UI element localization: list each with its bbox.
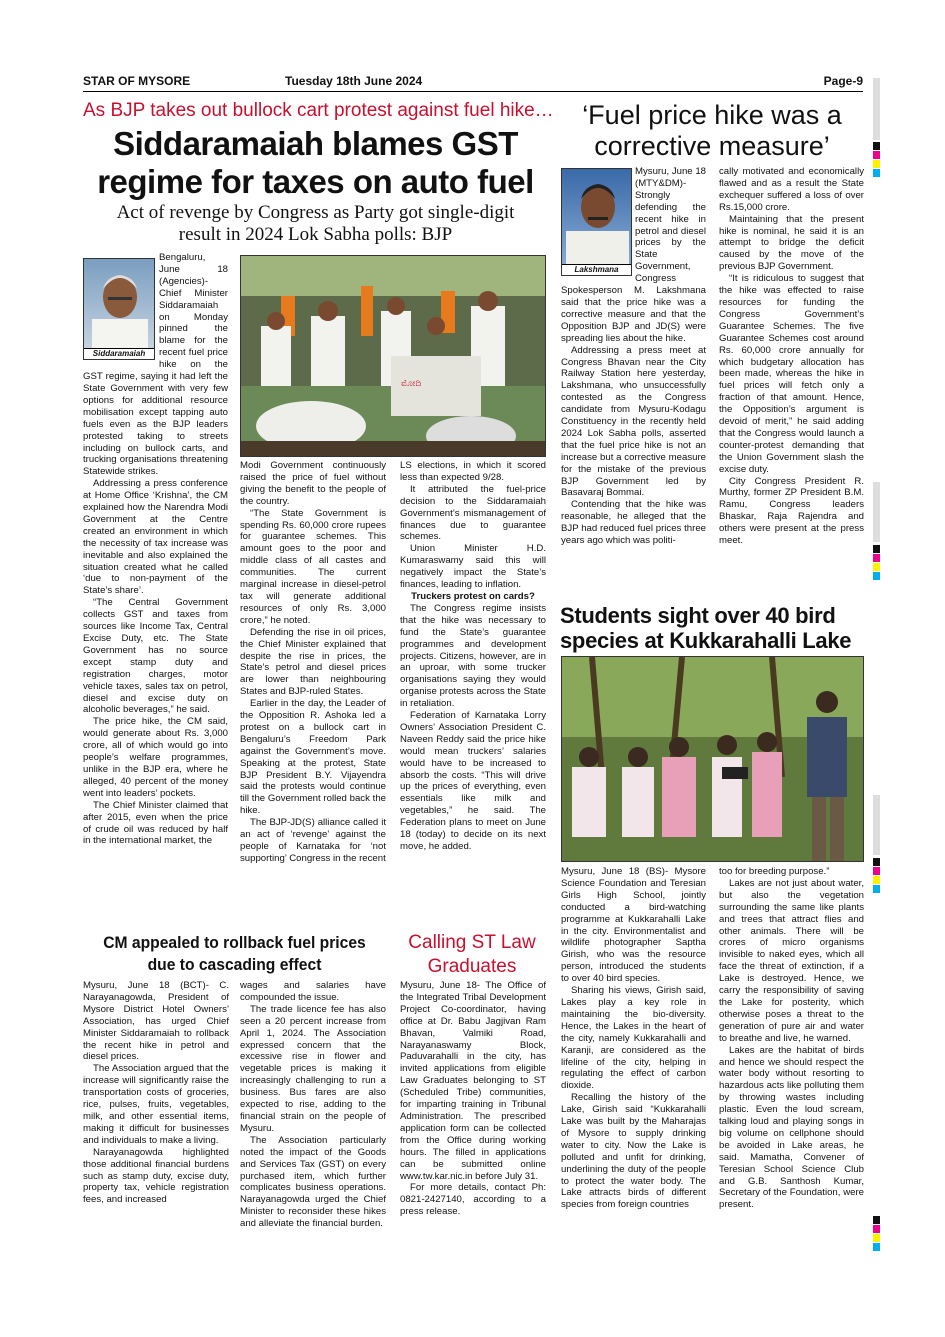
birds-headline-line1: Students sight over 40 bird	[560, 603, 836, 628]
lead-paragraph: Modi Government continuously raised the price of fuel without giving the benefit to the people of the country.	[240, 460, 386, 507]
fuel-paragraph: Mysuru, June 18 (MTY&DM)- Strongly defending the recent hike in petrol and diesel prices by the State Government, Congress Spokesperson M. Lakshmana said that the price hike was a corrective measure and that the Opposition BJP and JD(S) were spreading lies about the hike.	[561, 166, 706, 344]
lead-paragraph: The Chief Minister claimed that after 2015, even when the price of crude oil was reduced by half in the international market, the	[83, 799, 228, 847]
fuel-column-1	[561, 166, 706, 598]
siddaramaiah-caption: Siddaramaiah	[84, 348, 154, 359]
fuel-paragraph: Maintaining that the present hike is nominal, he said it is an attempt to bridge the deficit caused by the move of the previous BJP Government.	[719, 213, 864, 273]
lead-paragraph: Union Minister H.D. Kumaraswamy said this will negatively impact the State’s finances, leading to inflation.	[400, 543, 546, 591]
registration-bar	[873, 78, 880, 140]
fuel-paragraph: Contending that the hike was reasonable, he alleged that the BJP had reduced fuel prices three years ago which was politi-	[561, 499, 706, 547]
cm-column-1	[83, 980, 229, 1264]
cm-paragraph: Narayanagowda highlighted those additional financial burdens such as stamp duty, excise duty, property tax, vehicle registration fees, and increased	[83, 1146, 229, 1206]
registration-yellow	[873, 160, 880, 168]
birds-paragraph: Lakes are the habitat of birds and hence we should respect the water body without resorting to hazardous acts like polluting them by throwing wastes including plastic. Even the loud scream, talking loud and playing songs in big volume on cellphone should be avoided in Lake areas, he said. Mamatha, Convener of Teresian School Science Club and G.B. Santhosh Kumar, Secretary of the Foundation, were present.	[719, 1044, 864, 1211]
lead-deck	[83, 202, 548, 246]
st-headline	[398, 931, 546, 979]
fuel-paragraph: City Congress President R. Murthy, former ZP President B.M. Ramu, Congress leaders Bhaskar, Raja Rajendra and others were present at the press meet.	[719, 475, 864, 547]
fuel-paragraph: Addressing a press meet at Congress Bhavan near the City Railway Station here yesterday, Lakshmana, who unsuccessfully contested as the Congress candidate from Mysuru-Kodagu Constituency in the recently held 2024 Lok Sabha polls, asserted that the fuel price hike is not an increase but a corrective measure for the mistake of the previous BJP Government led by Basavaraj Bommai.	[561, 344, 706, 499]
cm-headline-line2: due to cascading effect	[147, 955, 322, 974]
cm-paragraph: The Association argued that the increase will significantly raise the transportation costs of groceries, rice, pulses, fruits, vegetables, milk, and other essential items, making it difficult for businesses and individuals to make a living.	[83, 1063, 229, 1146]
lead-deck-line2: result in 2024 Lok Sabha polls: BJP	[178, 224, 453, 245]
fuel-paragraph: “It is ridiculous to suggest that the hike was effected to raise resources for funding the Congress Government’s Guarantee Schemes. The five Guarantee Schemes cost around Rs. 60,000 crore annually for which budgetary allocation has been made, whereas the hike in fuel prices will fetch only a fraction of that amount. Hence, the Opposition’s argument is devoid of merit,” he said adding that the Congress would launch a counter-protest demanding that the Union Government slash the excise duty.	[719, 273, 864, 475]
lead-headline-line1: Siddaramaiah blames GST	[113, 125, 518, 162]
svg-text:ಮೋದಿ: ಮೋದಿ	[401, 379, 422, 389]
cm-paragraph: Mysuru, June 18 (BCT)- C. Narayanagowda, President of Mysore District Hotel Owners’ Association, has urged Chief Minister Siddaramaiah to rollback the recent hike in petrol and diesel prices.	[83, 980, 229, 1063]
fuel-paragraph: cally motivated and economically flawed and as a result the State exchequer suffered a loss of over Rs.15,000 crore.	[719, 166, 864, 213]
lakshmana-caption: Lakshmana	[562, 264, 631, 275]
protest-scene-illustration	[241, 256, 546, 457]
photo-spacer	[83, 252, 159, 362]
registration-black	[873, 545, 880, 553]
page-number: Page-9	[823, 74, 863, 88]
registration-yellow	[873, 1234, 880, 1242]
header-rule	[83, 91, 863, 92]
st-headline-line2: Graduates	[427, 956, 517, 977]
lead-column-3	[400, 460, 546, 922]
st-headline-line1: Calling ST Law	[408, 932, 536, 953]
birds-column-2	[719, 866, 864, 1264]
bird-watching-illustration	[562, 657, 864, 862]
registration-magenta	[873, 1225, 880, 1233]
lead-paragraph: The Congress regime insists that the hike was necessary to fund the State’s guarantee programmes and development projects. Citizens, however, are in an uproar, with some trucker organisations saying they would organise protests across the State in retaliation.	[400, 602, 546, 710]
birds-paragraph: Sharing his views, Girish said, Lakes play a key role in maintaining the bio-diversity. Hence, the Lakes in the heart of the city, namely Kukkarahalli and Karanji, are considered as the lifeline of the city, helping in regulating the effect of carbon dioxide.	[561, 985, 706, 1092]
cm-paragraph: wages and salaries have compounded the issue.	[240, 980, 386, 1003]
lead-paragraph: Addressing a press conference at Home Office ‘Krishna’, the CM explained how the Narendra Modi Government at the Centre created an environment in which the necessity of tax increase was inevitable and also explained the situation created what he called ‘due to non-payment of the State’s share’.	[83, 478, 228, 597]
lead-paragraph: Federation of Karnataka Lorry Owners’ Association President C. Naveen Reddy said the price hike would mean truckers’ salaries would have to be increased to absorb the costs. “This will drive up the prices of everything, even essentials like milk and vegetables,” he said. The Federation plans to meet on June 18 (today) to decide on its next move, he added.	[400, 710, 546, 852]
lead-paragraph: Earlier in the day, the Leader of the Opposition R. Ashoka led a protest on a bullock cart in Bengaluru’s Freedom Park against the Government’s move. Speaking at the protest, State BJP President B.Y. Vijayendra said the protests would continue till the Government rolled back the hike.	[240, 698, 386, 817]
photo-spacer	[561, 166, 635, 278]
lead-kicker: As BJP takes out bullock cart protest against fuel hike…	[83, 100, 554, 121]
birds-column-1	[561, 866, 706, 1264]
lead-headline	[83, 125, 548, 201]
st-paragraph: Mysuru, June 18- The Office of the Integrated Tribal Development Project Co-coordinator, having office at Dr. Babu Jagjivan Ram Bhavan, Valmiki Road, Narayanaswamy Block, Paduvarahalli in the city, has invited applications from eligible Law Graduates belonging to ST (Scheduled Tribe) communities, for imparting training in Tribunal Administration. The prescribed application form can be collected from the Office during working hours. The filled in applications can be submitted online www.tw.kar.nic.in before July 31.	[400, 980, 546, 1182]
registration-magenta	[873, 867, 880, 875]
fuel-headline-line1: ‘Fuel price hike was a	[582, 100, 842, 130]
registration-black	[873, 142, 880, 150]
lead-deck-line1: Act of revenge by Congress as Party got single-digit	[116, 202, 515, 223]
registration-magenta	[873, 554, 880, 562]
birds-paragraph: Lakes are not just about water, but also the vegetation surrounding the same like plants and trees that attract flies and other animals. There will be crores of micro organisms invisible to naked eyes, which all face the threat of extinction, if a Lake is destroyed. Hence, we carry the responsibility of saving the Lake for posterity, which otherwise poses a threat to the generation of pure air and water to breathe and live, he warned.	[719, 877, 864, 1044]
lead-paragraph: The BJP-JD(S) alliance called it an act of ‘revenge’ against the people of Karnataka for ‘not supporting’ Congress in the recent	[240, 817, 386, 864]
registration-magenta	[873, 151, 880, 159]
cm-paragraph: The trade licence fee has also seen a 20 percent increase from April 1, 2024. The Association expressed concern that the excessive rise in flower and vegetable prices is making it increasingly challenging to run a business. Bus fares are also expected to rise, adding to the financial strain on the people of Mysuru.	[240, 1003, 386, 1134]
lead-headline-line2: regime for taxes on auto fuel	[97, 163, 534, 200]
registration-cyan	[873, 885, 880, 893]
bird-watching-photo	[561, 656, 864, 862]
registration-bar	[873, 482, 880, 542]
st-paragraph: For more details, contact Ph: 0821-2427140, according to a press release.	[400, 1182, 546, 1218]
registration-black	[873, 1216, 880, 1224]
lead-paragraph: LS elections, in which it scored less than expected 9/28.	[400, 460, 546, 483]
registration-cyan	[873, 572, 880, 580]
registration-black	[873, 858, 880, 866]
birds-paragraph: Mysuru, June 18 (BS)- Mysore Science Foundation and Teresian Girls High School, jointly conducted a bird-watching programme at Kukkarahalli Lake in the city. Environmentalist and wildlife photographer Saptha Girish, who was the resource person, introduced the students to over 40 bird species.	[561, 866, 706, 985]
st-column	[400, 980, 546, 1264]
birds-headline	[560, 603, 866, 653]
birds-headline-line2: species at Kukkarahalli Lake	[560, 628, 852, 653]
cm-column-2	[240, 980, 386, 1264]
registration-bar	[873, 795, 880, 855]
registration-cyan	[873, 1243, 880, 1251]
lead-subhead: Truckers protest on cards?	[411, 590, 535, 602]
lead-paragraph: Defending the rise in oil prices, the Chief Minister explained that despite the rise in prices, the State’s petrol and diesel prices are lower than neighbouring States and BJP-ruled States.	[240, 626, 386, 698]
birds-paragraph: Recalling the history of the Lake, Girish said “Kukkarahalli Lake was built by the Maharajas of Mysore to supply drinking water to city. Now the Lake is polluted and unfit for drinking, underlining the duty of the people to protect the water body. The Lake attracts birds of different species from foreign countries	[561, 1092, 706, 1211]
registration-yellow	[873, 563, 880, 571]
fuel-headline	[558, 100, 866, 162]
lead-paragraph: “The Central Government collects GST and taxes from sources like Income Tax, Central Excise Duty, etc. The State Government has no source except stamp duty and registration charges, motor vehicle taxes, sales tax on petrol, diesel and excise duty on alcoholic beverages,” he said.	[83, 597, 228, 716]
fuel-column-2	[719, 166, 864, 598]
cm-headline-line1: CM appealed to rollback fuel prices	[103, 933, 366, 952]
cm-headline	[95, 932, 374, 976]
lead-paragraph: Bengaluru, June 18 (Agencies)- Chief Minister Siddaramaiah on Monday pinned the blame for the recent fuel price hike on the GST regime, saying it had left the State Government with very few options for additional resource mobilisation except tapping auto fuels even as the BJP leaders protested taking to streets including on bullock carts, and trucking organisations threatening Statewide strikes.	[83, 252, 228, 478]
lead-column-1	[83, 252, 228, 912]
lead-paragraph: “The State Government is spending Rs. 60,000 crore rupees for guarantee schemes. This amount goes to the poor and middle class of all castes and communities. The current marginal increase in diesel-petrol tax will generate additional resources of only Rs. 3,000 crore,” he noted.	[240, 507, 386, 626]
lead-column-2	[240, 460, 386, 922]
registration-cyan	[873, 169, 880, 177]
lead-paragraph: It attributed the fuel-price decision to the Siddaramaiah Government’s mismanagement of finances due to guarantee schemes.	[400, 483, 546, 543]
fuel-headline-line2: corrective measure’	[594, 131, 830, 161]
registration-yellow	[873, 876, 880, 884]
issue-date: Tuesday 18th June 2024	[285, 74, 423, 88]
cm-paragraph: The Association particularly noted the impact of the Goods and Services Tax (GST) on every purchased item, which further complicates business operations. Narayanagowda urged the Chief Minister to reconsider these hikes and alleviate the financial burden.	[240, 1134, 386, 1230]
masthead-name: STAR OF MYSORE	[83, 74, 191, 88]
bullock-cart-protest-photo	[240, 255, 546, 457]
lead-paragraph: The price hike, the CM said, would generate about Rs. 3,000 crore, all of which would go into people’s welfare programmes, unlike in the BJP era, where he alleged, 40 percent of the money went into leaders’ pockets.	[83, 716, 228, 799]
birds-paragraph: too for breeding purpose.”	[719, 866, 830, 877]
